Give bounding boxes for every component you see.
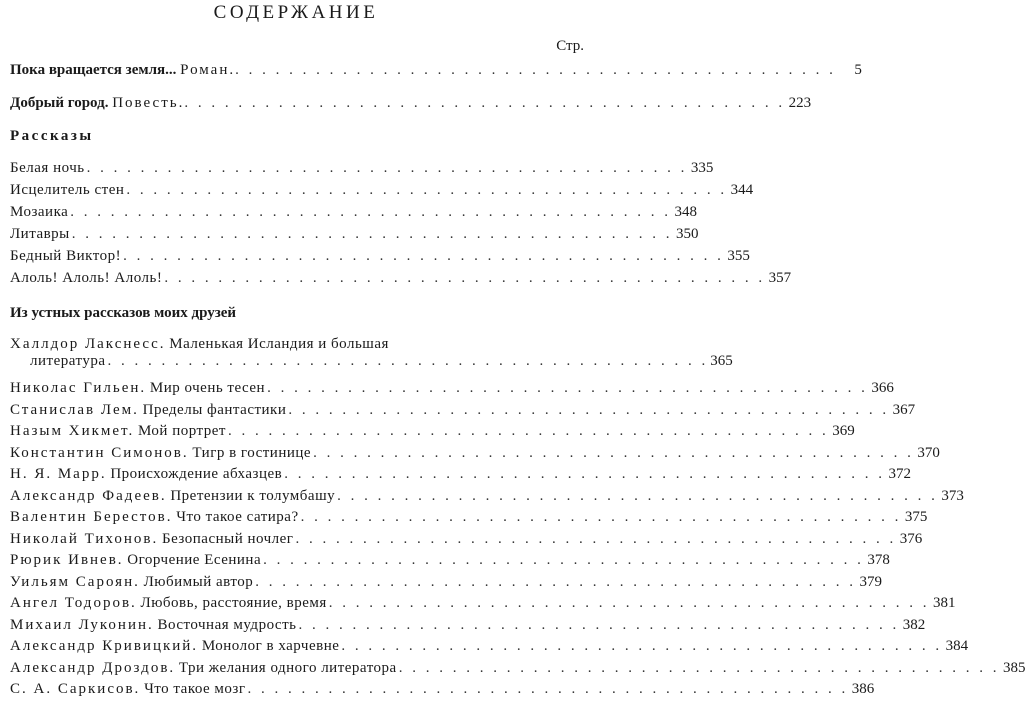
entry-author: Александр Кривицкий. [10, 638, 199, 654]
leader-dots: . . . . . . . . . . . . . . . . . . . . . . . . . . . . . . . . . . . . . . . . . . . . . [126, 182, 728, 198]
toc-entry[interactable] [10, 466, 911, 486]
leader-dots: . . . . . . . . . . . . . . . . . . . . . . . . . . . . . . . . . . . . . . . . . . . . . [235, 62, 836, 78]
entry-page: 373 [941, 487, 964, 504]
entry-page: 5 [854, 62, 862, 78]
entry-title: Огорчение Есенина [127, 552, 262, 568]
page-title: СОДЕРЖАНИЕ [213, 2, 379, 23]
toc-entry[interactable] [10, 638, 969, 658]
entry-author: Николай Тихонов. [10, 530, 159, 547]
entry-author: Александр Дроздов. [10, 659, 176, 676]
entry-page: 379 [859, 573, 882, 590]
leader-dots: . . . . . . . . . . . . . . . . . . . . . . . . . . . . . . . . . . . . . . . . . . . . . [398, 659, 1000, 676]
leader-dots: . . . . . . . . . . . . . . . . . . . . . . . . . . . . . . . . . . . . . . . . . . . . . [298, 616, 900, 633]
toc-entry[interactable] [10, 160, 714, 180]
toc-entry[interactable] [10, 552, 890, 572]
entry-page: 376 [899, 530, 923, 547]
entry-title: Мой портрет [137, 423, 226, 439]
toc-entry-multiline[interactable] [10, 336, 733, 370]
leader-dots: . . . . . . . . . . . . . . . . . . . . . . . . . . . . . . . . . . . . . . . . . . . . . [86, 160, 688, 176]
entry-page: 382 [902, 616, 926, 633]
entry-author: Александр Фадеев. [10, 487, 167, 504]
entry-page: 375 [904, 509, 928, 525]
entry-page: 386 [851, 681, 875, 697]
entry-page: 366 [871, 380, 894, 396]
toc-entry[interactable] [10, 659, 1025, 680]
toc-entry[interactable] [10, 182, 754, 202]
leader-dots: . . . . . . . . . . . . . . . . . . . . . . . . . . . . . . . . . . . . . . . . . . . . . [295, 530, 897, 547]
leader-dots: . . . . . . . . . . . . . . . . . . . . . . . . . . . . . . . . . . . . . . . . . . . . . [255, 573, 856, 590]
leader-dots: . . . . . . . . . . . . . . . . . . . . . . . . . . . . . . . . . . . . . . . . . . . . . [71, 226, 673, 242]
toc-entry[interactable] [10, 444, 940, 465]
leader-dots: . . . . . . . . . . . . . . . . . . . . . . . . . . . . . . . . . . . . . . . . . . . . . [123, 248, 724, 264]
entry-page: 378 [867, 552, 890, 568]
entry-title: Алоль! Алоль! Алоль! [10, 270, 163, 286]
page-column-header: Стр. [556, 38, 584, 54]
entry-author: Назым Хикмет. [10, 423, 135, 439]
toc-entry-novel[interactable]: Пока вращается земля... Роман. . . . . . . . . . . . . . . . . . . . . . . . . . . . . . . . . . . . . . . . . . . . . . 5 [10, 62, 862, 78]
entry-genre: Роман [180, 62, 230, 78]
toc-entry[interactable] [10, 380, 894, 400]
leader-dots: . . . . . . . . . . . . . . . . . . . . . . . . . . . . . . . . . . . . . . . . . . . . . [284, 466, 885, 482]
toc-entry[interactable] [10, 401, 916, 422]
toc-entry[interactable] [10, 423, 855, 443]
section-heading-oral-stories: Из устных рассказов моих друзей [10, 305, 237, 321]
toc-entry[interactable] [10, 509, 928, 529]
entry-author: С. А. Саркисов. [10, 681, 141, 697]
entry-author: Константин Симонов. [10, 444, 189, 461]
entry-page: 372 [888, 466, 911, 482]
entry-page: 370 [917, 444, 940, 461]
entry-title: Любимый автор [143, 573, 254, 590]
entry-title: Тигр в гостинице [192, 444, 312, 461]
entry-author: Николас Гильен. [10, 380, 147, 396]
toc-entry[interactable] [10, 204, 698, 224]
entry-title: Бедный Виктор! [10, 248, 122, 264]
entry-page: 335 [690, 160, 714, 176]
entry-page: 355 [727, 248, 750, 264]
entry-title: Белая ночь [10, 160, 85, 176]
toc-entry[interactable] [10, 248, 750, 268]
entry-title: Пределы фантастики [142, 401, 287, 418]
entry-title: Безопасный ночлег [161, 530, 294, 547]
entry-page: 223 [788, 95, 812, 111]
leader-dots: . . . . . . . . . . . . . . . . . . . . . . . . . . . . . . . . . . . . . . . . . . . . . [313, 444, 914, 461]
entry-title: Три желания одного литератора [178, 659, 397, 676]
toc-entry[interactable] [10, 595, 956, 615]
toc-entry[interactable] [10, 487, 964, 508]
entry-title: Монолог в харчевне [201, 638, 340, 654]
entry-title: Любовь, расстояние, время [140, 595, 327, 611]
entry-author: Н. Я. Марр. [10, 466, 107, 482]
entry-page: 369 [832, 423, 855, 439]
entry-author: Станислав Лем. [10, 401, 139, 418]
entry-author: Михаил Луконин. [10, 616, 154, 633]
entry-author: Халлдор Лакснесс. [10, 336, 166, 352]
toc-entry[interactable] [10, 573, 882, 594]
entry-title: Добрый город. [10, 95, 109, 111]
entry-page: 381 [933, 595, 956, 611]
toc-entry[interactable] [10, 530, 923, 551]
toc-entry[interactable] [10, 270, 792, 290]
entry-title: Мозаика [10, 204, 69, 220]
entry-page: 385 [1002, 659, 1025, 676]
leader-dots: . . . . . . . . . . . . . . . . . . . . . . . . . . . . . . . . . . . . . . . . . . . . . [228, 423, 829, 439]
entry-title: Пока вращается земля... [10, 62, 177, 78]
leader-dots: . . . . . . . . . . . . . . . . . . . . . . . . . . . . . . . . . . . . . . . . . . . . . [300, 509, 902, 525]
entry-title: Претензии к толумбашу [170, 487, 336, 504]
entry-title: Литавры [10, 226, 70, 242]
entry-title: Что такое мозг [144, 681, 246, 697]
leader-dots: . . . . . . . . . . . . . . . . . . . . . . . . . . . . . . . . . . . . . . . . . . . . . [288, 401, 890, 418]
entry-page: 367 [892, 401, 916, 418]
entry-title: Маленькая Исландия и большая [169, 336, 389, 352]
entry-page: 384 [945, 638, 969, 654]
entry-page: 348 [674, 204, 698, 220]
leader-dots: . . . . . . . . . . . . . . . . . . . . . . . . . . . . . . . . . . . . . . . . . . . . . [267, 380, 868, 396]
entry-title: Исцелитель стен [10, 182, 125, 198]
leader-dots: . . . . . . . . . . . . . . . . . . . . . . . . . . . . . . . . . . . . . . . . . . . . . [70, 204, 672, 220]
entry-title: Мир очень тесен [149, 380, 266, 396]
entry-title: Восточная мудрость [157, 616, 297, 633]
entry-genre: Повесть [112, 95, 179, 111]
entry-title-continued: литература [30, 353, 106, 369]
entry-author: Ангел Тодоров. [10, 595, 137, 611]
entry-page: 357 [768, 270, 792, 286]
leader-dots: . . . . . . . . . . . . . . . . . . . . . . . . . . . . . . . . . . . . . . . . . . . . . [328, 595, 930, 611]
section-heading-stories: Рассказы [10, 128, 94, 144]
toc-entry[interactable] [10, 681, 875, 701]
toc-entry[interactable] [10, 616, 926, 637]
leader-dots: . . . . . . . . . . . . . . . . . . . . . . . . . . . . . . . . . . . . . . . . . . . . . [107, 353, 709, 369]
toc-entry[interactable] [10, 226, 699, 246]
entry-title: Что такое сатира? [176, 509, 299, 525]
leader-dots: . . . . . . . . . . . . . . . . . . . . . . . . . . . . . . . . . . . . . . . . . . . . . [263, 552, 864, 568]
toc-entry-novella[interactable]: Добрый город. Повесть. . . . . . . . . . . . . . . . . . . . . . . . . . . . . . . . . . . . . . . . . . . . . . 223 [10, 95, 812, 111]
entry-page: 365 [710, 353, 733, 369]
entry-page: 344 [730, 182, 754, 198]
leader-dots: . . . . . . . . . . . . . . . . . . . . . . . . . . . . . . . . . . . . . . . . . . . . . [341, 638, 943, 654]
entry-page: 350 [676, 226, 699, 242]
entry-title: Происхождение абхазцев [110, 466, 283, 482]
entry-author: Валентин Берестов. [10, 509, 173, 525]
leader-dots: . . . . . . . . . . . . . . . . . . . . . . . . . . . . . . . . . . . . . . . . . . . . . [337, 487, 938, 504]
entry-author: Уильям Сароян. [10, 573, 140, 590]
leader-dots: . . . . . . . . . . . . . . . . . . . . . . . . . . . . . . . . . . . . . . . . . . . . . [247, 681, 849, 697]
entry-author: Рюрик Ивнев. [10, 552, 124, 568]
leader-dots: . . . . . . . . . . . . . . . . . . . . . . . . . . . . . . . . . . . . . . . . . . . . . [184, 95, 786, 111]
leader-dots: . . . . . . . . . . . . . . . . . . . . . . . . . . . . . . . . . . . . . . . . . . . . . [164, 270, 766, 286]
